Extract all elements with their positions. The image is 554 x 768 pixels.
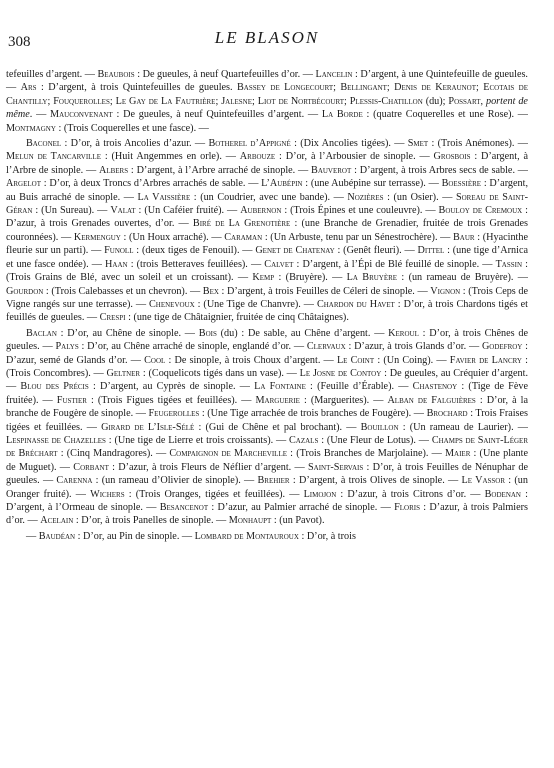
armorial-name: Limojon bbox=[303, 488, 337, 500]
blazon-text: : (Un Houx arraché). — bbox=[120, 231, 225, 243]
blazon-text: : D’azur, à trois Fleurs de Néflier d’argent. — bbox=[108, 461, 308, 473]
blazon-text: : (un Oranger fruité). — bbox=[6, 475, 528, 500]
blazon-text: : De gueules, à neuf Quartefeuilles d’or. — bbox=[134, 69, 316, 80]
blazon-text: : D’or, à trois Feuilles de Nénuphar de gueules. — bbox=[6, 461, 528, 487]
blazon-text: : D’argent, à l’Arbre de sinople. — bbox=[6, 151, 528, 176]
blazon-text: : D’or, au Pin de sinople. — bbox=[75, 530, 195, 542]
armorial-name: La Bruyère bbox=[346, 272, 398, 284]
blazon-text: : (une tige d’Arnica et une fasce ondée). — bbox=[6, 245, 528, 270]
blazon-text: : (un rameau d’Olivier de sinople). — bbox=[92, 475, 258, 487]
armorial-name: Girard de L’Isle-Sélé bbox=[101, 421, 195, 433]
blazon-text: : (Hyacinthe fleurie sur un parti). — bbox=[6, 231, 528, 257]
blazon-text: : (quatre Coquerelles et une Rose). — bbox=[362, 109, 528, 121]
armorial-name: Maier bbox=[444, 448, 471, 460]
armorial-name: Beaubois bbox=[97, 69, 135, 80]
armorial-name: Floris bbox=[394, 502, 420, 513]
armorial-name: Bois bbox=[198, 327, 217, 339]
blazon-text: : (Tige de Fève fruitée). — bbox=[6, 381, 528, 406]
blazon-text: : (Trois Grains de Blé, avec un soleil et un croissant). — bbox=[6, 258, 528, 284]
blazon-text: : (une tige de Châtaignier, fruitée de cinq Châtaignes). bbox=[125, 312, 349, 324]
armorial-name: Lespinasse de Chazelles bbox=[6, 434, 106, 446]
blazon-text: (du) : De sable, au Chêne d’argent. — bbox=[216, 327, 389, 339]
armorial-name: Kermenguy bbox=[73, 231, 121, 243]
paragraph-3 bbox=[6, 327, 528, 528]
armorial-name: Bex bbox=[202, 285, 219, 297]
blazon-text: : (deux tiges de Fenouil). — bbox=[133, 245, 256, 257]
armorial-name: Bouloy de Cremoux bbox=[438, 205, 523, 217]
blazon-text: : D’or, à l’Arbousier de sinople. — bbox=[275, 151, 434, 163]
armorial-name: L’Aubépin bbox=[261, 178, 303, 190]
armorial-name: Chastenoy bbox=[412, 381, 458, 393]
blazon-text: ; bbox=[109, 95, 116, 107]
armorial-name: Bouillon bbox=[360, 421, 399, 433]
armorial-name: Baur bbox=[453, 231, 475, 243]
armorial-name: Clervaux bbox=[306, 341, 346, 353]
armorial-name: Fustier bbox=[56, 394, 87, 406]
armorial-name: Biré de La Grenotière bbox=[192, 218, 291, 230]
blazon-text: ; bbox=[215, 95, 222, 107]
blazon-text: : D’argent, à l’Ormeau de sinople. — bbox=[6, 488, 529, 513]
blazon-text: : D’argent, au Cyprès de sinople. — bbox=[88, 381, 255, 393]
armorial-name: Bauverot bbox=[311, 164, 352, 176]
document-page bbox=[6, 24, 529, 542]
blazon-text: tefeuilles d’argent. — bbox=[6, 69, 98, 80]
armorial-name: Wichers bbox=[90, 488, 125, 500]
running-title: LE BLASON bbox=[214, 28, 320, 47]
blazon-text: : D’argent, à trois Feuilles de Céleri de sinople. — bbox=[218, 285, 431, 297]
blazon-text: : D’azur, semé de Glands d’or. — bbox=[6, 341, 528, 366]
armorial-name: Geltner bbox=[106, 367, 141, 379]
armorial-name: La Fontaine bbox=[254, 381, 306, 393]
blazon-text: : D’argent, à trois Quintefeuilles de gueules. bbox=[36, 82, 237, 94]
armorial-name: Cool bbox=[144, 354, 166, 366]
armorial-name: Denis de Keraunot bbox=[394, 82, 477, 94]
armorial-name: Gourdon bbox=[6, 285, 44, 297]
armorial-name: Valat bbox=[110, 205, 136, 217]
armorial-name: Brochard bbox=[426, 408, 468, 420]
armorial-name: Besancenot bbox=[159, 502, 209, 513]
armorial-name: La Vaissière bbox=[137, 191, 191, 203]
blazon-text: : (Une plante de Muguet). — bbox=[6, 448, 528, 473]
blazon-text: : (Coquelicots tigés dans un vase). — bbox=[140, 367, 300, 379]
armorial-name: Le Josne de Contoy bbox=[299, 367, 382, 379]
armorial-name: Acelain bbox=[40, 515, 74, 527]
armorial-name: Ecotais de Chantilly bbox=[6, 82, 528, 107]
armorial-name: Bellingant bbox=[340, 82, 387, 94]
armorial-name: Palys bbox=[55, 341, 79, 353]
armorial-name: Compaignon de Marcheville bbox=[169, 448, 287, 460]
blazon-text: : (Trois Branches de Marjolaine). — bbox=[287, 448, 445, 460]
blazon-text: : (un Coudrier, avec une bande). — bbox=[190, 191, 348, 203]
armorial-name: Keroul bbox=[388, 327, 419, 339]
blazon-text: ; bbox=[333, 82, 341, 94]
blazon-text: : De sinople, à trois Choux d’argent. — bbox=[165, 354, 337, 366]
armorial-name: Botherel d’Appigné bbox=[208, 138, 291, 150]
armorial-name: Godefroy bbox=[481, 341, 523, 353]
blazon-text: : (Cinq Mandragores). — bbox=[57, 448, 170, 460]
blazon-text: : (une Branche de Grenadier, fruitée de trois Grenades couronnées). — bbox=[6, 218, 528, 243]
armorial-name: Corbant bbox=[73, 461, 109, 473]
armorial-name: Monhaupt bbox=[228, 515, 272, 527]
armorial-name: Bodenan bbox=[484, 488, 521, 500]
armorial-name: Cazals bbox=[289, 434, 319, 446]
armorial-name: Caraman bbox=[224, 231, 263, 243]
armorial-name: Genet de Chatenay bbox=[255, 245, 335, 257]
armorial-name: Plessis-Chatillon bbox=[349, 95, 423, 107]
armorial-name: Baconel bbox=[26, 138, 62, 150]
blazon-text: : (Bruyère). — bbox=[274, 272, 347, 284]
armorial-name: Crespi bbox=[99, 312, 126, 324]
blazon-text: : Trois Fraises tigées et feuillées. — bbox=[6, 408, 529, 433]
armorial-name: Argelot bbox=[6, 178, 41, 190]
armorial-name: Bassey de Longecourt bbox=[237, 82, 334, 94]
armorial-name: La Borde bbox=[321, 109, 363, 121]
paragraph-2 bbox=[6, 137, 528, 325]
armorial-name: Vignon bbox=[430, 285, 461, 297]
armorial-name: Favier de Lancry bbox=[449, 354, 522, 366]
blazon-text: : (Trois Figues tigées et feuillées). — bbox=[86, 394, 256, 406]
armorial-name: Albers bbox=[98, 164, 129, 176]
blazon-text: — bbox=[26, 530, 39, 542]
blazon-text: : D’or, à la branche de Fougère de sinople. — bbox=[6, 394, 529, 420]
armorial-name: Saint-Servais bbox=[307, 461, 364, 473]
armorial-name: Le Coint bbox=[336, 354, 375, 366]
page-header bbox=[6, 24, 528, 50]
blazon-text: : (Trois Ceps de Vigne rangés sur une terrasse). — bbox=[6, 285, 529, 310]
armorial-name: Mauconvenant bbox=[50, 109, 113, 121]
blazon-text: : (Un rameau de Laurier). — bbox=[398, 421, 528, 433]
blazon-text: : D’or, à trois Chardons tigés et feuillés de gueules. — bbox=[6, 298, 529, 324]
armorial-name: Dittel bbox=[417, 245, 445, 257]
blazon-text: : D’azur, au Palmier arraché de sinople. — bbox=[208, 502, 395, 513]
armorial-name: Liot de Nortbécourt bbox=[257, 95, 344, 107]
blazon-text: : D’azur, à trois Palmiers d’or. — bbox=[6, 502, 528, 527]
armorial-name: Boessière bbox=[441, 178, 482, 190]
blazon-text: : (Marguerites). — bbox=[299, 394, 388, 406]
armorial-name: Ars bbox=[20, 82, 37, 94]
armorial-name: Aubernon bbox=[240, 205, 282, 217]
blazon-text: . — bbox=[29, 109, 51, 121]
blazon-text: : (Une tige de Lierre et trois croissants). — bbox=[105, 434, 289, 446]
armorial-name: Haan bbox=[105, 258, 128, 270]
armorial-name: Montmagny bbox=[6, 122, 56, 134]
blazon-text: : D’or, à trois Panelles de sinople. — bbox=[73, 515, 229, 527]
armorial-name: Le Gay de La Fautrière bbox=[115, 95, 216, 107]
blazon-text: : (Une Tige arrachée de trois branches de Fougère). — bbox=[199, 408, 427, 420]
armorial-name: Lancelin bbox=[315, 69, 353, 80]
paragraph-4 bbox=[6, 530, 528, 543]
blazon-text: ; bbox=[476, 82, 484, 94]
armorial-name: Chenevoux bbox=[149, 298, 195, 310]
blazon-text: : D’azur, à trois Glands d’or. — bbox=[345, 341, 482, 353]
blazon-text: : De gueules, au Créquier d’argent. — bbox=[6, 367, 528, 393]
blazon-text: : (Un Sureau). — bbox=[32, 205, 111, 217]
blazon-text: : D’argent, au Buis arraché de sinople. — bbox=[6, 178, 528, 203]
blazon-text: : D’or, à trois bbox=[298, 530, 356, 542]
blazon-text: : D’argent, à une Quintefeuille de gueules. — bbox=[6, 69, 528, 94]
blazon-text: ; bbox=[47, 95, 54, 107]
armorial-name: Marguerie bbox=[255, 394, 300, 406]
armorial-name: Brehier bbox=[257, 475, 290, 487]
armorial-name: Fouquerolles bbox=[53, 95, 110, 107]
blazon-text: ; bbox=[252, 95, 258, 107]
armorial-name: Carenna bbox=[56, 475, 93, 487]
blazon-text: : D’or, à deux Troncs d’Arbres arrachés de sable. — bbox=[40, 178, 262, 190]
armorial-name: Chardon du Havet bbox=[316, 298, 395, 310]
blazon-text: : D’argent, à trois Olives de sinople. — bbox=[289, 475, 462, 487]
blazon-text: : (Feuille d’Érable). — bbox=[305, 381, 413, 393]
blazon-text: (du); bbox=[422, 95, 449, 107]
blazon-text: : D’azur, à trois Citrons d’or. — bbox=[336, 488, 485, 500]
armorial-name: Smet bbox=[407, 138, 429, 150]
armorial-name: Kemp bbox=[252, 272, 275, 284]
blazon-text: : (Trois Anémones). — bbox=[428, 138, 528, 150]
blazon-text: : (Trois Épines et une couleuvre). — bbox=[281, 205, 439, 217]
armorial-name: Soreau de Saint-Géran bbox=[6, 191, 528, 217]
blazon-text: : (un rameau de Bruyère). — bbox=[397, 272, 528, 284]
armorial-name: Alban de Falguières bbox=[387, 394, 476, 406]
paragraph-1 bbox=[6, 68, 528, 135]
page-number: 308 bbox=[8, 34, 31, 50]
armorial-name: Funoll bbox=[104, 245, 134, 257]
blazon-text: : D’argent, à l’Arbre arraché de sinople. — bbox=[128, 164, 312, 176]
blazon-text: : D’or, au Chêne de sinople. — bbox=[56, 327, 199, 339]
blazon-text: : D’or, au Chêne arraché de sinople, englandé d’or. — bbox=[78, 341, 307, 353]
armorial-name: Nozières bbox=[347, 191, 384, 203]
blazon-text: : D’argent, à l’Épi de Blé feuillé de sinople. — bbox=[293, 258, 496, 270]
blazon-text: ; bbox=[344, 95, 350, 107]
armorial-name: Grosbois bbox=[433, 151, 471, 163]
blazon-text: : (Un Coing). — bbox=[374, 354, 450, 366]
armorial-name: Blou des Précis bbox=[20, 381, 89, 393]
blazon-text: : (Huit Angemmes en orle). — bbox=[100, 151, 240, 163]
blazon-text: : (Un Caféier fruité). — bbox=[135, 205, 241, 217]
armorial-name: Baclan bbox=[26, 327, 57, 339]
blazon-text: : (Trois Concombres). — bbox=[6, 354, 528, 379]
blazon-text: : (Trois Coquerelles et une fasce). — bbox=[55, 122, 209, 134]
blazon-text: : (un Pavot). bbox=[271, 515, 325, 527]
blazon-text: : D’argent, à trois Arbres secs de sable. — bbox=[351, 164, 528, 176]
blazon-text: : (Trois Oranges, tigées et feuillées). — bbox=[124, 488, 304, 500]
italic-text: portent de même bbox=[6, 95, 528, 121]
blazon-text: : (Dix Ancolies tigées). — bbox=[290, 138, 408, 150]
armorial-name: Champs de Saint-Léger de Bréchart bbox=[6, 434, 528, 460]
blazon-text: : (trois Betteraves feuillées). — bbox=[127, 258, 265, 270]
blazon-text: , bbox=[480, 95, 486, 107]
blazon-text: : D’or, à trois Ancolies d’azur. — bbox=[61, 138, 209, 150]
armorial-name: Jalesne bbox=[221, 95, 253, 107]
blazon-text: : (un Osier). — bbox=[383, 191, 456, 203]
blazon-text: : D’azur, à trois Grenades ouvertes, d’or. — bbox=[6, 205, 529, 230]
armorial-name: Calvet bbox=[264, 258, 294, 270]
blazon-text: ; bbox=[386, 82, 395, 94]
blazon-text: : (Trois Calebasses et un chevron). — bbox=[43, 285, 203, 297]
armorial-name: Melun de Tancarville bbox=[6, 151, 101, 163]
blazon-text: : D’or, à trois Chênes de gueules. — bbox=[6, 327, 528, 353]
blazon-text: : (Une Fleur de Lotus). — bbox=[318, 434, 432, 446]
blazon-text: : (Un Arbuste, tenu par un Sénestrochère). — bbox=[262, 231, 453, 243]
armorial-name: Feugerolles bbox=[148, 408, 200, 420]
armorial-name: Tassin bbox=[495, 258, 523, 270]
blazon-text: : (Gui de Chêne et pal brochant). — bbox=[194, 421, 361, 433]
body-text bbox=[6, 68, 528, 543]
armorial-name: Possart bbox=[448, 95, 481, 107]
armorial-name: Le Vassor bbox=[461, 475, 506, 487]
armorial-name: Lombard de Montauroux bbox=[194, 530, 299, 542]
blazon-text: : (Une Tige de Chanvre). — bbox=[194, 298, 317, 310]
blazon-text: : (une Aubépine sur terrasse). — bbox=[302, 178, 442, 190]
blazon-text: : (Genêt fleuri). — bbox=[334, 245, 418, 257]
armorial-name: Arbouze bbox=[239, 151, 276, 163]
blazon-text: : De gueules, à neuf Quintefeuilles d’argent. — bbox=[112, 109, 322, 121]
armorial-name: Baudéan bbox=[38, 530, 76, 542]
